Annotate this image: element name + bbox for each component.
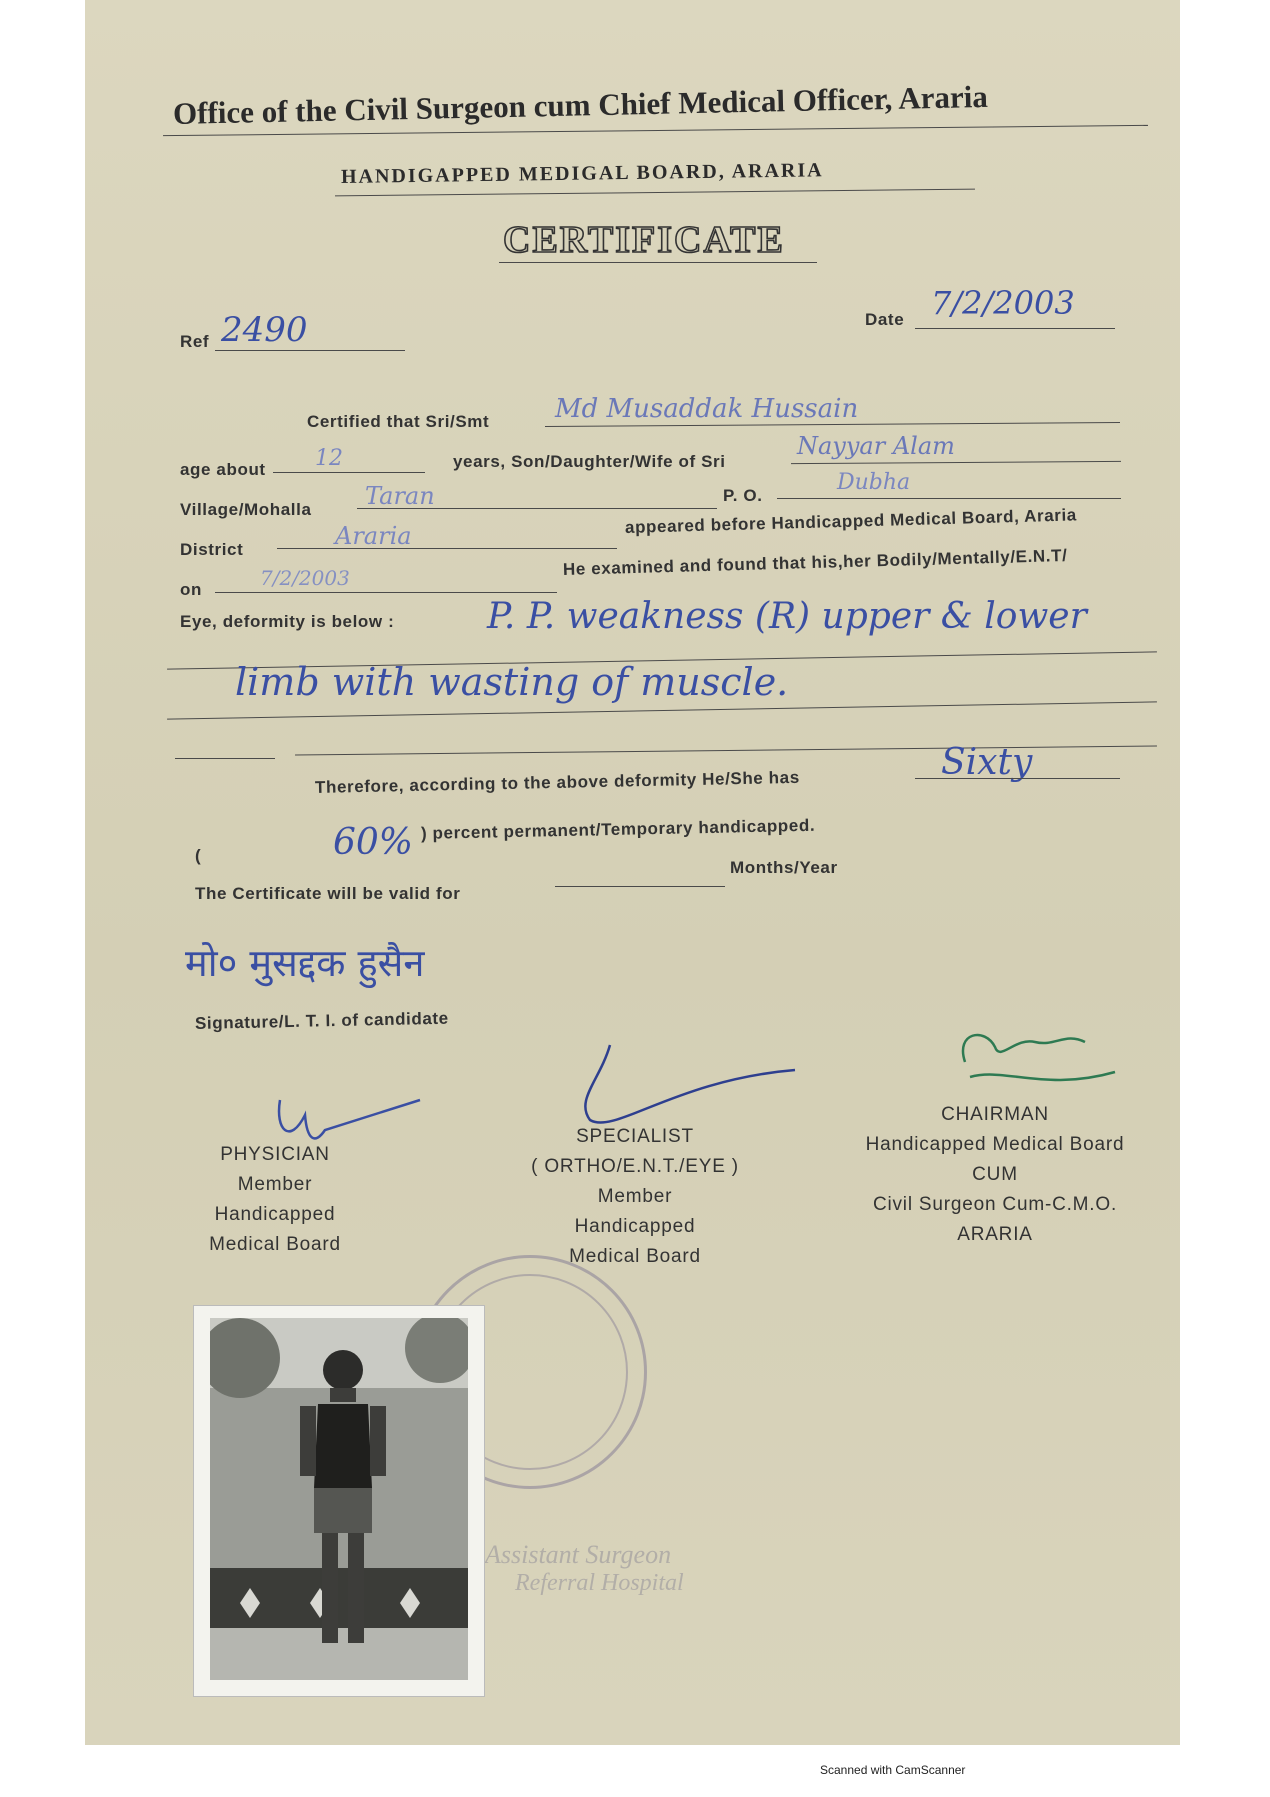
district-label: District <box>180 540 244 559</box>
ref-value: 2490 <box>221 310 308 350</box>
physician-line-2: Member <box>237 1174 313 1195</box>
certificate-sheet <box>85 0 1180 1745</box>
percent-words-line <box>915 778 1120 779</box>
candidate-signature: मो० मुसद्दक हुसैन <box>185 941 425 985</box>
signature-label: Signature/L. T. I. of candidate <box>194 1008 449 1033</box>
date-value: 7/2/2003 <box>931 284 1075 322</box>
po-value: Dubha <box>837 470 911 495</box>
specialist-signature-mark <box>555 1040 815 1130</box>
percent-value: 60% <box>333 822 414 863</box>
months-label: Months/Year <box>730 858 838 877</box>
certificate-underline <box>499 262 817 263</box>
chairman-line-5: ARARIA <box>957 1224 1033 1245</box>
physician-title: PHYSICIAN <box>220 1144 330 1165</box>
district-value: Araria <box>335 522 412 550</box>
chairman-line-2: Handicapped Medical Board <box>865 1134 1125 1155</box>
physician-line-4: Medical Board <box>209 1234 341 1255</box>
age-line <box>273 472 425 473</box>
specialist-title: SPECIALIST <box>576 1126 694 1147</box>
date-label: Date <box>865 310 905 329</box>
examined-label: He examined and found that his,her Bodily/Mentally/E.N.T/ <box>562 545 1068 579</box>
parent-line <box>791 461 1121 464</box>
age-value: 12 <box>315 446 343 471</box>
boy-photo-illustration <box>210 1318 468 1680</box>
deformity-rule-3a <box>175 758 275 759</box>
open-paren: ( <box>195 846 202 865</box>
faded-stamp-text: Assistant Surgeon Referral Hospital <box>485 1540 684 1596</box>
village-value: Taran <box>365 482 435 510</box>
relation-label: years, Son/Daughter/Wife of Sri <box>453 452 726 471</box>
ref-label: Ref <box>180 332 210 351</box>
therefore-label: Therefore, according to the above deformity He/She has <box>314 767 800 797</box>
specialist-line-4: Handicapped <box>574 1216 696 1237</box>
chairman-title: CHAIRMAN <box>941 1104 1049 1125</box>
physician-block <box>165 1140 385 1260</box>
specialist-block <box>510 1122 760 1272</box>
board-title: HANDIGAPPED MEDIGAL BOARD, ARARIA <box>340 159 824 188</box>
ref-line <box>215 350 405 351</box>
candidate-photo <box>193 1305 485 1697</box>
percent-words: Sixty <box>941 742 1033 783</box>
village-line <box>357 508 717 509</box>
age-label: age about <box>180 460 266 479</box>
office-title: Office of the Civil Surgeon cum Chief Medical Officer, Araria <box>172 78 989 131</box>
village-label: Village/Mohalla <box>180 500 312 519</box>
on-label: on <box>180 580 202 599</box>
deformity-line-1: P. P. weakness (R) upper & lower <box>487 596 1087 637</box>
po-label: P. O. <box>723 486 763 505</box>
district-line <box>277 548 617 549</box>
specialist-line-3: Member <box>597 1186 673 1207</box>
valid-line <box>555 886 725 887</box>
physician-line-3: Handicapped <box>214 1204 336 1225</box>
percent-label: ) percent permanent/Temporary handicapped. <box>420 815 816 843</box>
date-line <box>915 328 1115 329</box>
specialist-line-5: Medical Board <box>569 1246 701 1267</box>
deformity-label: Eye, deformity is below : <box>180 612 395 631</box>
chairman-signature-mark <box>945 1022 1135 1102</box>
po-line <box>777 498 1121 499</box>
deformity-line-2: limb with wasting of muscle. <box>235 660 789 704</box>
certified-label: Certified that Sri/Smt <box>307 412 490 431</box>
deformity-rule-2 <box>167 701 1157 719</box>
certificate-heading: CERTIFICATE <box>503 219 785 261</box>
parent-name: Nayyar Alam <box>797 432 955 460</box>
specialist-line-2: ( ORTHO/E.N.T./EYE ) <box>531 1156 739 1177</box>
valid-label: The Certificate will be valid for <box>195 884 461 903</box>
scanner-footer: Scanned with CamScanner <box>820 1763 966 1777</box>
chairman-block <box>845 1100 1145 1250</box>
on-value: 7/2/2003 <box>260 566 350 590</box>
board-underline <box>335 189 975 197</box>
candidate-name: Md Musaddak Hussain <box>555 394 859 424</box>
on-line <box>215 592 557 593</box>
appeared-label: appeared before Handicapped Medical Board, Araria <box>624 505 1078 537</box>
chairman-line-4: Civil Surgeon Cum-C.M.O. <box>872 1194 1118 1215</box>
chairman-line-3: CUM <box>972 1164 1018 1185</box>
